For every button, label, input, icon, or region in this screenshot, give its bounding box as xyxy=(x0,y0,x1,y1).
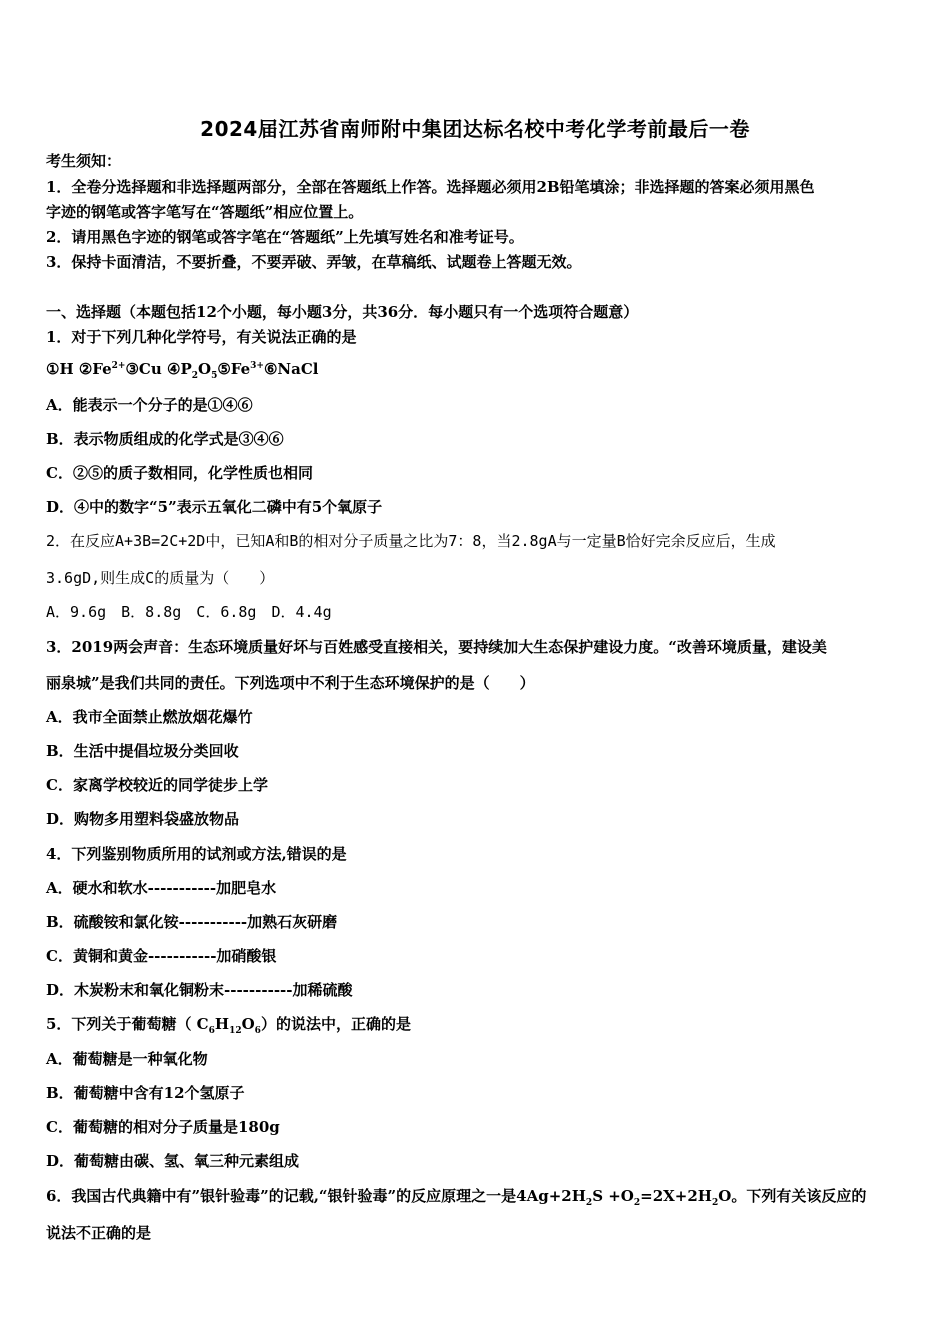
section-heading: 一、选择题（本题包括12个小题，每小题3分，共36分．每小题只有一个选项符合题意） xyxy=(46,303,639,321)
q6-stem-line2: 说法不正确的是 xyxy=(46,1224,152,1242)
q5-option-d: D．葡萄糖由碳、氢、氧三种元素组成 xyxy=(46,1152,300,1170)
q1-option-c: C．②⑤的质子数相同，化学性质也相同 xyxy=(46,464,313,482)
q4-option-a: A．硬水和软水-----------加肥皂水 xyxy=(46,879,277,897)
notice-item-1a: 1．全卷分选择题和非选择题两部分，全部在答题纸上作答。选择题必须用2B铅笔填涂；非选择题的答案必须用黑色 xyxy=(46,178,815,196)
q4-option-c: C．黄铜和黄金-----------加硝酸银 xyxy=(46,947,277,965)
q1-stem: 1．对于下列几种化学符号，有关说法正确的是 xyxy=(46,328,357,346)
q3-option-a: A．我市全面禁止燃放烟花爆竹 xyxy=(46,708,253,726)
q2-options: A．9.6g B．8.8g C．6.8g D．4.4g xyxy=(46,603,332,621)
q5-option-a: A．葡萄糖是一种氧化物 xyxy=(46,1050,208,1068)
q3-option-b: B．生活中提倡垃圾分类回收 xyxy=(46,742,239,760)
notice-item-1b: 字迹的钢笔或答字笔写在“答题纸”相应位置上。 xyxy=(46,203,364,221)
q5-stem: 5．下列关于葡萄糖（ $C_6H_{12}O_6$）的说法中，正确的是 xyxy=(46,1015,411,1036)
q1-option-d: D．④中的数字“5”表示五氧化二磷中有5个氧原子 xyxy=(46,498,383,516)
q1-option-b: B．表示物质组成的化学式是③④⑥ xyxy=(46,430,284,448)
page-title: 2024届江苏省南师附中集团达标名校中考化学考前最后一卷 xyxy=(200,117,750,141)
q3-option-c: C．家离学校较近的同学徒步上学 xyxy=(46,776,268,794)
q2-stem-line1: 2．在反应A+3B=2C+2D中，已知A和B的相对分子质量之比为7：8，当2.8gA与一定量B恰好完余反应后，生成 xyxy=(46,532,776,550)
q2-stem-line2: 3.6gD,则生成C的质量为（ ） xyxy=(46,569,275,587)
q4-option-d: D．木炭粉末和氧化铜粉末-----------加稀硫酸 xyxy=(46,981,353,999)
notice-item-2: 2．请用黑色字迹的钢笔或答字笔在“答题纸”上先填写姓名和准考证号。 xyxy=(46,228,524,246)
q5-option-b: B．葡萄糖中含有12个氢原子 xyxy=(46,1084,245,1102)
q4-stem: 4．下列鉴别物质所用的试剂或方法,错误的是 xyxy=(46,845,347,863)
q4-option-b: B．硫酸铵和氯化铵-----------加熟石灰研磨 xyxy=(46,913,338,931)
q1-option-a: A．能表示一个分子的是①④⑥ xyxy=(46,396,253,414)
q3-option-d: D．购物多用塑料袋盛放物品 xyxy=(46,810,240,828)
q3-stem-line2: 丽泉城”是我们共同的责任。下列选项中不利于生态环境保护的是（ ） xyxy=(46,674,535,692)
q5-option-c: C．葡萄糖的相对分子质量是180g xyxy=(46,1118,280,1136)
q1-symbols: ①H $②Fe^{2+}③Cu$ $④P_2O_5⑤Fe^{3+}⑥NaCl$ xyxy=(46,360,319,381)
notice-item-3: 3．保持卡面清洁，不要折叠，不要弄破、弄皱，在草稿纸、试题卷上答题无效。 xyxy=(46,253,582,271)
q6-stem-line1: 6．我国古代典籍中有”银针验毒”的记载,“银针验毒”的反应原理之一是$4Ag+2H_2S +O_2=2X+2H_2O$。下列有关该反应的 xyxy=(46,1187,867,1208)
notice-heading: 考生须知： xyxy=(46,152,122,170)
q3-stem-line1: 3．2019两会声音：生态环境质量好坏与百姓感受直接相关，要持续加大生态保护建设力度。“改善环境质量，建设美 xyxy=(46,638,827,656)
